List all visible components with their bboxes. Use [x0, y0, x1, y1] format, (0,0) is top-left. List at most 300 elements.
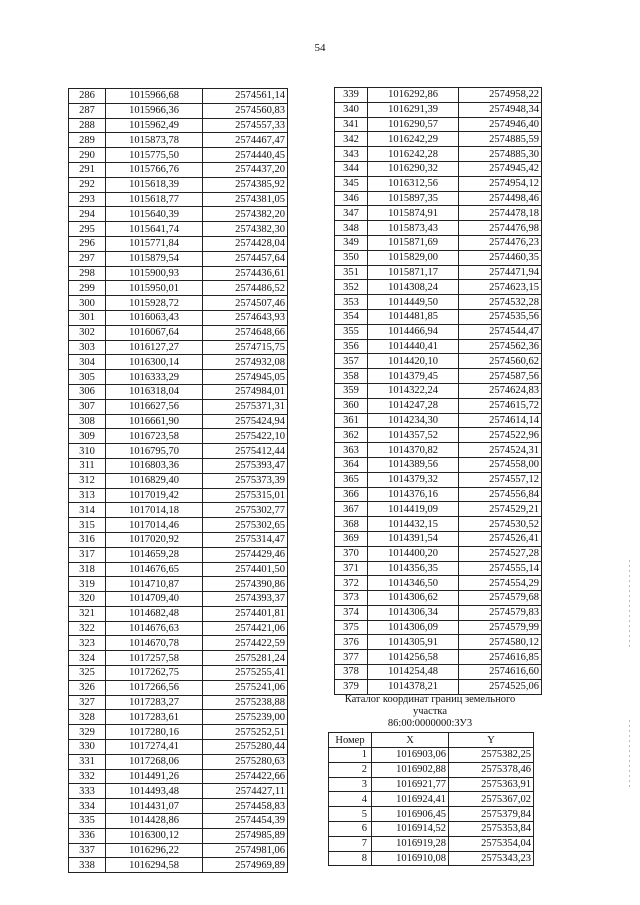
point-number-cell: 359: [335, 383, 368, 398]
y-coordinate-cell: 2574525,06: [459, 679, 542, 694]
x-coordinate-cell: 1016919,28: [372, 836, 449, 851]
x-coordinate-cell: 1014676,63: [106, 621, 203, 636]
y-coordinate-cell: 2574381,05: [203, 192, 288, 207]
table-row: [69, 281, 288, 296]
x-coordinate-cell: 1014659,28: [106, 547, 203, 562]
catalog-table: [328, 732, 534, 866]
y-coordinate-cell: 2575422,10: [203, 429, 288, 444]
y-coordinate-cell: 2574535,56: [459, 309, 542, 324]
x-coordinate-cell: 1014357,52: [368, 428, 459, 443]
table-row: [69, 103, 288, 118]
table-row: [69, 488, 288, 503]
point-number-cell: 331: [69, 754, 106, 769]
y-coordinate-cell: 2574524,31: [459, 443, 542, 458]
x-coordinate-cell: 1016312,56: [368, 176, 459, 191]
point-number-cell: 315: [69, 518, 106, 533]
y-coordinate-cell: 2574526,41: [459, 531, 542, 546]
y-coordinate-cell: 2574614,14: [459, 413, 542, 428]
point-number-cell: 312: [69, 473, 106, 488]
x-coordinate-cell: 1014376,16: [368, 487, 459, 502]
table-row: [69, 518, 288, 533]
y-coordinate-cell: 2574460,35: [459, 250, 542, 265]
point-number-cell: 350: [335, 250, 368, 265]
x-coordinate-cell: 1014322,24: [368, 383, 459, 398]
table-row: [335, 88, 542, 103]
x-coordinate-cell: 1014670,78: [106, 636, 203, 651]
point-number-cell: 360: [335, 398, 368, 413]
y-coordinate-cell: 2574932,08: [203, 355, 288, 370]
point-number-cell: 316: [69, 532, 106, 547]
point-number-cell: 372: [335, 576, 368, 591]
y-coordinate-cell: 2574579,83: [459, 605, 542, 620]
table-row: [335, 354, 542, 369]
point-number-cell: 361: [335, 413, 368, 428]
point-number-cell: 376: [335, 635, 368, 650]
x-coordinate-cell: 1016910,08: [372, 851, 449, 866]
x-coordinate-cell: 1016294,58: [106, 858, 203, 873]
x-coordinate-cell: 1017268,06: [106, 754, 203, 769]
point-number-cell: 311: [69, 458, 106, 473]
table-row: [335, 591, 542, 606]
y-coordinate-cell: 2574985,89: [203, 828, 288, 843]
point-number-cell: 290: [69, 148, 106, 163]
table-row: [329, 777, 534, 792]
x-coordinate-cell: 1015928,72: [106, 296, 203, 311]
table-row: [69, 754, 288, 769]
x-coordinate-cell: 1016063,43: [106, 310, 203, 325]
y-coordinate-cell: 2574454,39: [203, 814, 288, 829]
y-coordinate-cell: 2574382,20: [203, 207, 288, 222]
point-number-cell: 319: [69, 577, 106, 592]
y-coordinate-cell: 2574507,46: [203, 296, 288, 311]
table-row: [69, 310, 288, 325]
x-coordinate-cell: 1015962,49: [106, 118, 203, 133]
table-row: [335, 176, 542, 191]
table-row: [335, 457, 542, 472]
point-number-cell: 348: [335, 221, 368, 236]
table-row: [69, 740, 288, 755]
table-row: [335, 102, 542, 117]
table-row: [335, 487, 542, 502]
y-coordinate-cell: 2574557,12: [459, 472, 542, 487]
table-row: [335, 235, 542, 250]
x-coordinate-cell: 1015766,76: [106, 162, 203, 177]
table-row: [69, 355, 288, 370]
y-coordinate-cell: 2574457,64: [203, 251, 288, 266]
y-coordinate-cell: 2574527,28: [459, 546, 542, 561]
point-number-cell: 354: [335, 309, 368, 324]
x-coordinate-cell: 1016627,56: [106, 399, 203, 414]
x-coordinate-cell: 1015871,69: [368, 235, 459, 250]
y-coordinate-cell: 2574422,59: [203, 636, 288, 651]
point-number-cell: 324: [69, 651, 106, 666]
y-coordinate-cell: 2574885,30: [459, 147, 542, 162]
x-coordinate-cell: 1014491,26: [106, 769, 203, 784]
table-row: [69, 547, 288, 562]
table-row: [69, 148, 288, 163]
y-coordinate-cell: 2574385,92: [203, 177, 288, 192]
y-coordinate-cell: 2574560,62: [459, 354, 542, 369]
table-row: [69, 118, 288, 133]
x-coordinate-cell: 1016300,12: [106, 828, 203, 843]
point-number-cell: 339: [335, 88, 368, 103]
x-coordinate-cell: 1015618,39: [106, 177, 203, 192]
table-row: [335, 635, 542, 650]
table-row: [335, 206, 542, 221]
table-row: [335, 502, 542, 517]
x-coordinate-cell: 1014308,24: [368, 280, 459, 295]
x-coordinate-cell: 1014709,40: [106, 592, 203, 607]
x-coordinate-cell: 1016903,06: [372, 748, 449, 763]
x-coordinate-cell: 1015775,50: [106, 148, 203, 163]
x-coordinate-cell: 1017262,75: [106, 666, 203, 681]
point-number-cell: 295: [69, 222, 106, 237]
point-number-cell: 335: [69, 814, 106, 829]
table-row: [329, 762, 534, 777]
table-row: [69, 89, 288, 104]
table-row: [335, 517, 542, 532]
point-number-cell: 303: [69, 340, 106, 355]
y-coordinate-cell: 2575378,46: [449, 762, 534, 777]
y-coordinate-cell: 2574532,28: [459, 295, 542, 310]
table-row: [69, 636, 288, 651]
x-coordinate-cell: 1014306,34: [368, 605, 459, 620]
y-coordinate-cell: 2574476,98: [459, 221, 542, 236]
y-coordinate-cell: 2575302,65: [203, 518, 288, 533]
table-row: [335, 161, 542, 176]
table-row: [335, 650, 542, 665]
y-coordinate-cell: 2574984,01: [203, 384, 288, 399]
x-coordinate-cell: 1014420,10: [368, 354, 459, 369]
point-number-cell: 374: [335, 605, 368, 620]
x-coordinate-cell: 1014391,54: [368, 531, 459, 546]
x-coordinate-cell: 1014676,65: [106, 562, 203, 577]
table-row: [329, 748, 534, 763]
point-number-cell: 327: [69, 695, 106, 710]
point-number-cell: 3: [329, 777, 372, 792]
table-row: [329, 807, 534, 822]
point-number-cell: 337: [69, 843, 106, 858]
column-header-number: Номер: [329, 733, 372, 748]
y-coordinate-cell: 2575252,51: [203, 725, 288, 740]
y-coordinate-cell: 2574954,12: [459, 176, 542, 191]
table-row: [69, 577, 288, 592]
table-row: [335, 665, 542, 680]
table-row: [329, 836, 534, 851]
point-number-cell: 301: [69, 310, 106, 325]
point-number-cell: 314: [69, 503, 106, 518]
table-row: [335, 561, 542, 576]
x-coordinate-cell: 1016803,36: [106, 458, 203, 473]
table-row: [335, 472, 542, 487]
y-coordinate-cell: 2574560,83: [203, 103, 288, 118]
point-number-cell: 375: [335, 620, 368, 635]
y-coordinate-cell: 2574437,20: [203, 162, 288, 177]
table-row: [335, 369, 542, 384]
y-coordinate-cell: 2574522,96: [459, 428, 542, 443]
x-coordinate-cell: 1017280,16: [106, 725, 203, 740]
table-row: [335, 398, 542, 413]
table-row: [69, 562, 288, 577]
table-row: [69, 769, 288, 784]
x-coordinate-cell: 1016723,58: [106, 429, 203, 444]
column-header-y: Y: [449, 733, 534, 748]
x-coordinate-cell: 1014493,48: [106, 784, 203, 799]
table-row: [69, 828, 288, 843]
x-coordinate-cell: 1015829,00: [368, 250, 459, 265]
y-coordinate-cell: 2574945,42: [459, 161, 542, 176]
table-row: [335, 265, 542, 280]
table-row: [69, 370, 288, 385]
point-number-cell: 320: [69, 592, 106, 607]
x-coordinate-cell: 1015873,78: [106, 133, 203, 148]
y-coordinate-cell: 2574558,00: [459, 457, 542, 472]
point-number-cell: 299: [69, 281, 106, 296]
point-number-cell: 366: [335, 487, 368, 502]
x-coordinate-cell: 1017283,27: [106, 695, 203, 710]
point-number-cell: 292: [69, 177, 106, 192]
table-row: [335, 295, 542, 310]
y-coordinate-cell: 2574471,94: [459, 265, 542, 280]
table-row: [69, 814, 288, 829]
y-coordinate-cell: 2574544,47: [459, 324, 542, 339]
point-number-cell: 369: [335, 531, 368, 546]
table-row: [69, 177, 288, 192]
x-coordinate-cell: 1016242,28: [368, 147, 459, 162]
x-coordinate-cell: 1014306,09: [368, 620, 459, 635]
point-number-cell: 305: [69, 370, 106, 385]
y-coordinate-cell: 2574529,21: [459, 502, 542, 517]
table-row: [335, 191, 542, 206]
y-coordinate-cell: 2575239,00: [203, 710, 288, 725]
point-number-cell: 288: [69, 118, 106, 133]
x-coordinate-cell: 1015950,01: [106, 281, 203, 296]
table-row: [335, 339, 542, 354]
point-number-cell: 353: [335, 295, 368, 310]
point-number-cell: 365: [335, 472, 368, 487]
y-coordinate-cell: 2574467,47: [203, 133, 288, 148]
point-number-cell: 357: [335, 354, 368, 369]
y-coordinate-cell: 2575354,04: [449, 836, 534, 851]
point-number-cell: 370: [335, 546, 368, 561]
point-number-cell: 344: [335, 161, 368, 176]
y-coordinate-cell: 2574555,14: [459, 561, 542, 576]
table-row: [69, 606, 288, 621]
table-row: [69, 651, 288, 666]
x-coordinate-cell: 1014682,48: [106, 606, 203, 621]
y-coordinate-cell: 2574648,66: [203, 325, 288, 340]
point-number-cell: 341: [335, 117, 368, 132]
y-coordinate-cell: 2575373,39: [203, 473, 288, 488]
x-coordinate-cell: 1014400,20: [368, 546, 459, 561]
x-coordinate-cell: 1015640,39: [106, 207, 203, 222]
table-row: [335, 147, 542, 162]
point-number-cell: 300: [69, 296, 106, 311]
table-row: [69, 222, 288, 237]
x-coordinate-cell: 1016921,77: [372, 777, 449, 792]
table-row: [69, 296, 288, 311]
x-coordinate-cell: 1014466,94: [368, 324, 459, 339]
table-row: [69, 325, 288, 340]
y-coordinate-cell: 2575343,23: [449, 851, 534, 866]
scan-margin-mark: [629, 560, 630, 650]
point-number-cell: 321: [69, 606, 106, 621]
scan-margin-mark: [629, 720, 630, 790]
table-row: [329, 851, 534, 866]
y-coordinate-cell: 2575379,84: [449, 807, 534, 822]
table-row: [335, 443, 542, 458]
point-number-cell: 313: [69, 488, 106, 503]
table-row: [69, 399, 288, 414]
x-coordinate-cell: 1016290,57: [368, 117, 459, 132]
point-number-cell: 328: [69, 710, 106, 725]
y-coordinate-cell: 2574393,37: [203, 592, 288, 607]
table-row: [335, 679, 542, 694]
y-coordinate-cell: 2574643,93: [203, 310, 288, 325]
point-number-cell: 5: [329, 807, 372, 822]
y-coordinate-cell: 2574427,11: [203, 784, 288, 799]
y-coordinate-cell: 2574486,52: [203, 281, 288, 296]
point-number-cell: 297: [69, 251, 106, 266]
x-coordinate-cell: 1014379,45: [368, 369, 459, 384]
y-coordinate-cell: 2574969,89: [203, 858, 288, 873]
point-number-cell: 334: [69, 799, 106, 814]
catalog-title-line-2: участка: [412, 706, 448, 717]
point-number-cell: 7: [329, 836, 372, 851]
table-row: [69, 133, 288, 148]
y-coordinate-cell: 2575281,24: [203, 651, 288, 666]
point-number-cell: 379: [335, 679, 368, 694]
table-row: [335, 383, 542, 398]
point-number-cell: 347: [335, 206, 368, 221]
point-number-cell: 338: [69, 858, 106, 873]
y-coordinate-cell: 2574624,83: [459, 383, 542, 398]
x-coordinate-cell: 1016333,29: [106, 370, 203, 385]
x-coordinate-cell: 1016291,39: [368, 102, 459, 117]
x-coordinate-cell: 1014370,82: [368, 443, 459, 458]
x-coordinate-cell: 1014378,21: [368, 679, 459, 694]
x-coordinate-cell: 1017257,58: [106, 651, 203, 666]
x-coordinate-cell: 1014305,91: [368, 635, 459, 650]
table-row: [69, 414, 288, 429]
x-coordinate-cell: 1016290,32: [368, 161, 459, 176]
x-coordinate-cell: 1016924,41: [372, 792, 449, 807]
y-coordinate-cell: 2574401,50: [203, 562, 288, 577]
x-coordinate-cell: 1016242,29: [368, 132, 459, 147]
point-number-cell: 8: [329, 851, 372, 866]
x-coordinate-cell: 1016902,88: [372, 762, 449, 777]
x-coordinate-cell: 1014710,87: [106, 577, 203, 592]
y-coordinate-cell: 2574382,30: [203, 222, 288, 237]
x-coordinate-cell: 1016300,14: [106, 355, 203, 370]
point-number-cell: 342: [335, 132, 368, 147]
point-number-cell: 336: [69, 828, 106, 843]
point-number-cell: 356: [335, 339, 368, 354]
point-number-cell: 298: [69, 266, 106, 281]
x-coordinate-cell: 1014449,50: [368, 295, 459, 310]
x-coordinate-cell: 1017266,56: [106, 680, 203, 695]
x-coordinate-cell: 1016661,90: [106, 414, 203, 429]
y-coordinate-cell: 2574554,29: [459, 576, 542, 591]
table-row: [69, 621, 288, 636]
table-row: [329, 821, 534, 836]
table-row: [69, 680, 288, 695]
y-coordinate-cell: 2574498,46: [459, 191, 542, 206]
y-coordinate-cell: 2574561,14: [203, 89, 288, 104]
y-coordinate-cell: 2575302,77: [203, 503, 288, 518]
y-coordinate-cell: 2574478,18: [459, 206, 542, 221]
point-number-cell: 310: [69, 444, 106, 459]
y-coordinate-cell: 2574476,23: [459, 235, 542, 250]
x-coordinate-cell: 1015966,68: [106, 89, 203, 104]
x-coordinate-cell: 1017014,18: [106, 503, 203, 518]
x-coordinate-cell: 1014389,56: [368, 457, 459, 472]
y-coordinate-cell: 2574557,33: [203, 118, 288, 133]
x-coordinate-cell: 1015897,35: [368, 191, 459, 206]
y-coordinate-cell: 2574429,46: [203, 547, 288, 562]
point-number-cell: 378: [335, 665, 368, 680]
y-coordinate-cell: 2575363,91: [449, 777, 534, 792]
y-coordinate-cell: 2574422,66: [203, 769, 288, 784]
point-number-cell: 349: [335, 235, 368, 250]
x-coordinate-cell: 1014346,50: [368, 576, 459, 591]
x-coordinate-cell: 1016829,40: [106, 473, 203, 488]
x-coordinate-cell: 1015879,54: [106, 251, 203, 266]
table-row: [69, 384, 288, 399]
y-coordinate-cell: 2574421,06: [203, 621, 288, 636]
y-coordinate-cell: 2574948,34: [459, 102, 542, 117]
x-coordinate-cell: 1014306,62: [368, 591, 459, 606]
y-coordinate-cell: 2574615,72: [459, 398, 542, 413]
table-row: [69, 473, 288, 488]
point-number-cell: 326: [69, 680, 106, 695]
point-number-cell: 368: [335, 517, 368, 532]
table-row: [335, 428, 542, 443]
table-row: [335, 546, 542, 561]
catalog-title-line-1: Каталог координат границ земельного: [344, 694, 516, 705]
y-coordinate-cell: 2574579,99: [459, 620, 542, 635]
table-row: [69, 251, 288, 266]
y-coordinate-cell: 2575393,47: [203, 458, 288, 473]
table-row: [335, 576, 542, 591]
point-number-cell: 308: [69, 414, 106, 429]
point-number-cell: 363: [335, 443, 368, 458]
x-coordinate-cell: 1016067,64: [106, 325, 203, 340]
point-number-cell: 329: [69, 725, 106, 740]
catalog-header-row: [329, 733, 534, 748]
point-number-cell: 294: [69, 207, 106, 222]
x-coordinate-cell: 1014379,32: [368, 472, 459, 487]
y-coordinate-cell: 2574401,81: [203, 606, 288, 621]
y-coordinate-cell: 2574390,86: [203, 577, 288, 592]
table-row: [69, 266, 288, 281]
y-coordinate-cell: 2574958,22: [459, 88, 542, 103]
x-coordinate-cell: 1015900,93: [106, 266, 203, 281]
point-number-cell: 346: [335, 191, 368, 206]
x-coordinate-cell: 1015771,84: [106, 236, 203, 251]
x-coordinate-cell: 1017020,92: [106, 532, 203, 547]
table-row: [69, 458, 288, 473]
table-row: [69, 695, 288, 710]
point-number-cell: 371: [335, 561, 368, 576]
point-number-cell: 333: [69, 784, 106, 799]
x-coordinate-cell: 1017019,42: [106, 488, 203, 503]
table-row: [69, 784, 288, 799]
table-row: [69, 532, 288, 547]
point-number-cell: 286: [69, 89, 106, 104]
y-coordinate-cell: 2574981,06: [203, 843, 288, 858]
x-coordinate-cell: 1014254,48: [368, 665, 459, 680]
